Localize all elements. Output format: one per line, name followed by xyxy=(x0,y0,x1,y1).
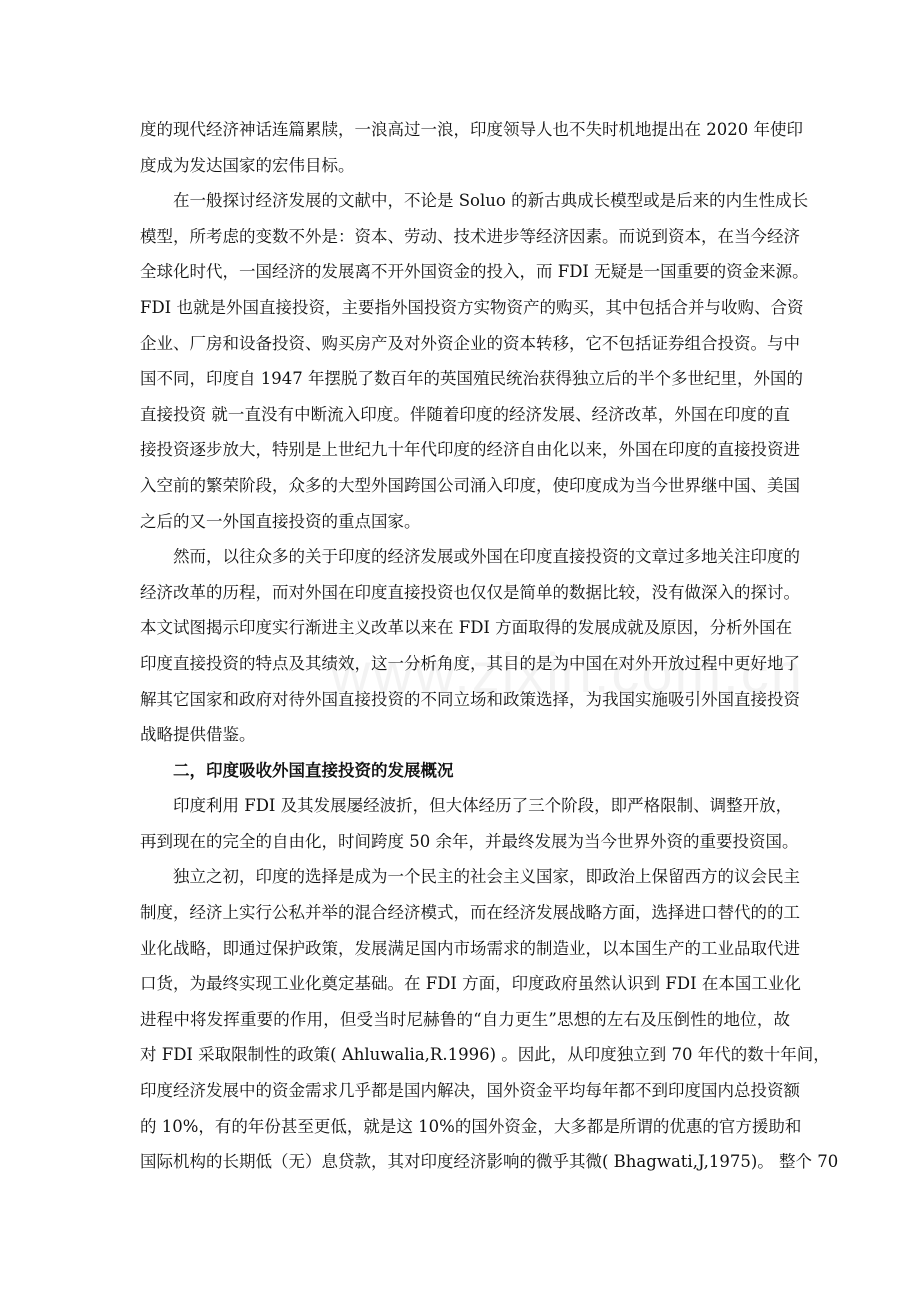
text-line: 国不同，印度自 1947 年摆脱了数百年的英国殖民统治获得独立后的半个多世纪里，外国的 xyxy=(140,369,803,389)
text-line: 国际机构的长期低（无）息贷款，其对印度经济影响的微乎其微( Bhagwati,J,1975)。 整个 70 xyxy=(140,1152,839,1172)
section-heading: 二，印度吸收外国直接投资的发展概况 xyxy=(173,760,454,780)
text-line: 直接投资 就一直没有中断流入印度。伴随着印度的经济发展、经济改革，外国在印度的直 xyxy=(140,404,790,424)
text-line: 对 FDI 采取限制性的政策( Ahluwalia,R.1996) 。因此，从印度独立到 70 年代的数十年间， xyxy=(140,1045,830,1065)
text-line: 之后的又一外国直接投资的重点国家。 xyxy=(140,511,421,531)
text-line: 在一般探讨经济发展的文献中，不论是 Soluo 的新古典成长模型或是后来的内生性成长 xyxy=(173,191,809,211)
text-line: 战略提供借鉴。 xyxy=(140,725,256,745)
text-line: 印度经济发展中的资金需求几乎都是国内解决，国外资金平均每年都不到印度国内总投资额 xyxy=(140,1081,800,1101)
text-line: 入空前的繁荣阶段，众多的大型外国跨国公司涌入印度，使印度成为当今世界继中国、美国 xyxy=(140,475,800,495)
text-line: 口货，为最终实现工业化奠定基础。在 FDI 方面，印度政府虽然认识到 FDI 在本国工业化 xyxy=(140,974,801,994)
text-line: 进程中将发挥重要的作用，但受当时尼赫鲁的“自力更生”思想的左右及压倒性的地位，故 xyxy=(140,1009,790,1029)
text-line: 全球化时代，一国经济的发展离不开外国资金的投入，而 FDI 无疑是一国重要的资金来源。 xyxy=(140,262,809,282)
text-line: 然而，以往众多的关于印度的经济发展或外国在印度直接投资的文章过多地关注印度的 xyxy=(173,547,800,567)
text-line: 模型，所考虑的变数不外是：资本、劳动、技术进步等经济因素。而说到资本，在当今经济 xyxy=(140,226,800,246)
text-line: 企业、厂房和设备投资、购买房产及对外资企业的资本转移，它不包括证券组合投资。与中 xyxy=(140,333,800,353)
text-line: FDI 也就是外国直接投资，主要指外国投资方实物资产的购买，其中包括合并与收购、合资 xyxy=(140,297,804,317)
document-page xyxy=(140,112,839,1180)
text-line: 印度利用 FDI 及其发展屡经波折，但大体经历了三个阶段，即严格限制、调整开放， xyxy=(173,796,793,816)
text-line: 的 10%，有的年份甚至更低，就是这 10%的国外资金，大多都是所谓的优惠的官方援助和 xyxy=(140,1116,802,1136)
text-line: 度成为发达国家的宏伟目标。 xyxy=(140,155,355,175)
body-text-block-2 xyxy=(140,788,839,1180)
text-line: 独立之初，印度的选择是成为一个民主的社会主义国家，即政治上保留西方的议会民主 xyxy=(173,867,800,887)
text-line: 接投资逐步放大，特别是上世纪九十年代印度的经济自由化以来，外国在印度的直接投资进 xyxy=(140,440,800,460)
text-line: 印度直接投资的特点及其绩效，这一分析角度，其目的是为中国在对外开放过程中更好地了 xyxy=(140,653,800,673)
text-line: 度的现代经济神话连篇累牍，一浪高过一浪，印度领导人也不失时机地提出在 2020 年使印 xyxy=(140,120,803,139)
body-text-block-1 xyxy=(140,112,809,753)
text-line: 业化战略，即通过保护政策，发展满足国内市场需求的制造业，以本国生产的工业品取代进 xyxy=(140,938,800,958)
text-line: 本文试图揭示印度实行渐进主义改革以来在 FDI 方面取得的发展成就及原因，分析外国在 xyxy=(140,618,793,638)
text-line: 解其它国家和政府对待外国直接投资的不同立场和政策选择，为我国实施吸引外国直接投资 xyxy=(140,689,800,709)
text-line: 制度，经济上实行公私并举的混合经济模式，而在经济发展战略方面，选择进口替代的的工 xyxy=(140,903,800,923)
text-line: 经济改革的历程，而对外国在印度直接投资也仅仅是简单的数据比较，没有做深入的探讨。 xyxy=(140,582,800,602)
text-line: 再到现在的完全的自由化，时间跨度 50 余年，并最终发展为当今世界外资的重要投资国。 xyxy=(140,831,799,851)
